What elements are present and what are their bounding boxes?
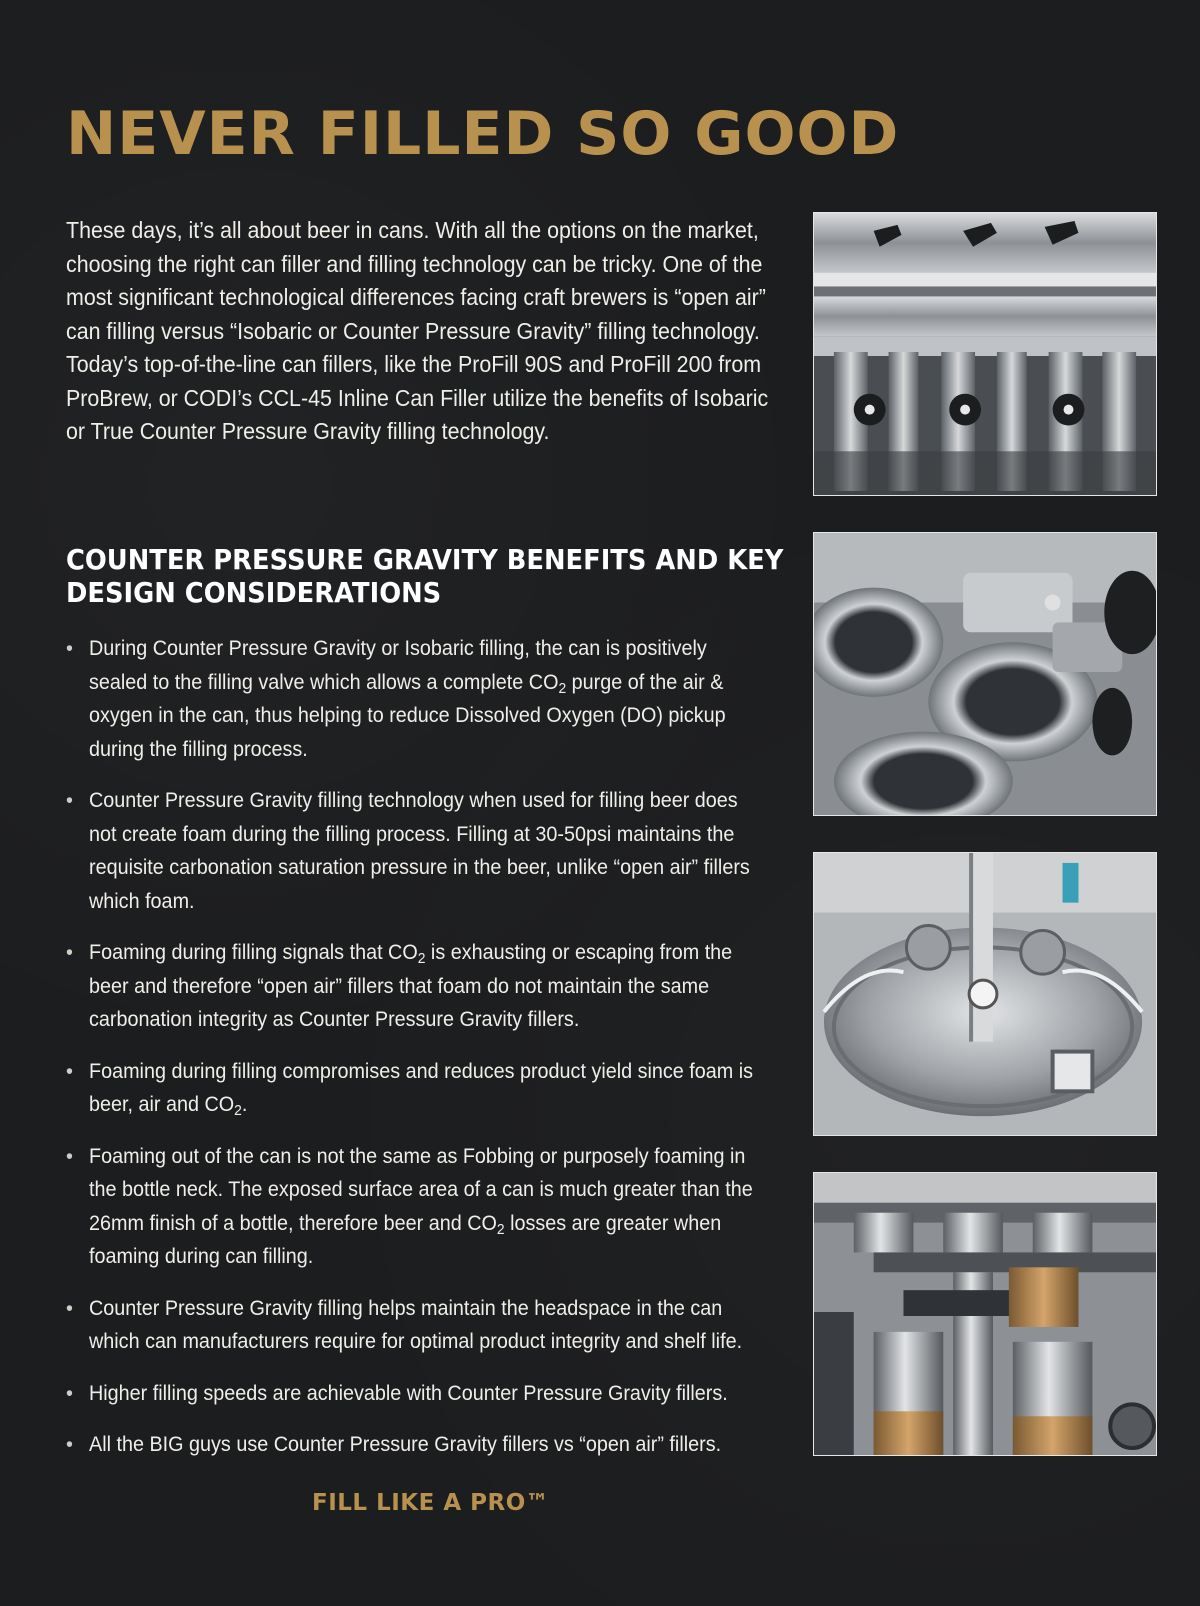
list-item: • Counter Pressure Gravity filling technology when used for filling beer does not create foam during the filling process. Filling at 30-50psi maintains the requisite carbonation saturation pressure in the beer, unlike “open air” fillers which foam. (66, 784, 765, 918)
filler-valves-photo (813, 212, 1157, 496)
filler-closeup-photo (813, 532, 1157, 816)
page-title: NEVER FILLED SO GOOD (66, 99, 900, 169)
bullet-marker: • (66, 1380, 73, 1405)
tagline: FILL LIKE A PRO™ (312, 1490, 550, 1516)
bullet-marker: • (66, 636, 73, 660)
list-item: • All the BIG guys use Counter Pressure Gravity fillers vs “open air” fillers. (66, 1428, 765, 1462)
list-item: • Foaming out of the can is not the same as Fobbing or purposely foaming in the bottle neck. The exposed surface area of a can is much greater than the 26mm finish of a bottle, therefore beer and $CO_2$ losses are greater when foaming during can filling. (66, 1140, 765, 1274)
filler-top-photo (813, 852, 1157, 1136)
bullet-marker: • (66, 1432, 73, 1456)
intro-paragraph: These days, it’s all about beer in cans. With all the options on the market, choosing the right can filler and filling technology can be tricky. One of the most significant technological differences facing craft brewers is “open air” can filling versus “Isobaric or Counter Pressure Gravity” filling technology. Today’s top-of-the-line can fillers, like the ProFill 90S and ProFill 200 from ProBrew, or CODI’s CCL-45 Inline Can Filler utilize the benefits of Isobaric or True Counter Pressure Gravity filling technology. (66, 217, 769, 444)
list-item: • Foaming during filling signals that $CO_2$ is exhausting or escaping from the beer and therefore “open air” fillers that foam do not maintain the same carbonation integrity as Counter Pressure Gravity fillers. (66, 936, 765, 1037)
bullet-marker: • (66, 940, 73, 964)
bullet-marker: • (66, 788, 73, 812)
list-item: • Foaming during filling compromises and reduces product yield since foam is beer, air and $CO_2$. (66, 1055, 765, 1122)
benefits-list (66, 632, 765, 1480)
filler-base-photo (813, 1172, 1157, 1456)
bullet-marker: • (66, 1143, 73, 1168)
list-item: • Counter Pressure Gravity filling helps maintain the headspace in the can which can manufacturers require for optimal product integrity and shelf life. (66, 1292, 765, 1359)
list-item: • During Counter Pressure Gravity or Isobaric filling, the can is positively sealed to the filling valve which allows a complete $CO_2$ purge of the air & oxygen in the can, thus helping to reduce Dissolved Oxygen (DO) pickup during the filling process. (66, 632, 765, 766)
list-item: • Higher filling speeds are achievable with Counter Pressure Gravity fillers. (66, 1377, 765, 1411)
section-heading: COUNTER PRESSURE GRAVITY BENEFITS AND KEY DESIGN CONSIDERATIONS (66, 543, 784, 609)
bullet-marker: • (66, 1058, 73, 1083)
bullet-marker: • (66, 1295, 73, 1320)
